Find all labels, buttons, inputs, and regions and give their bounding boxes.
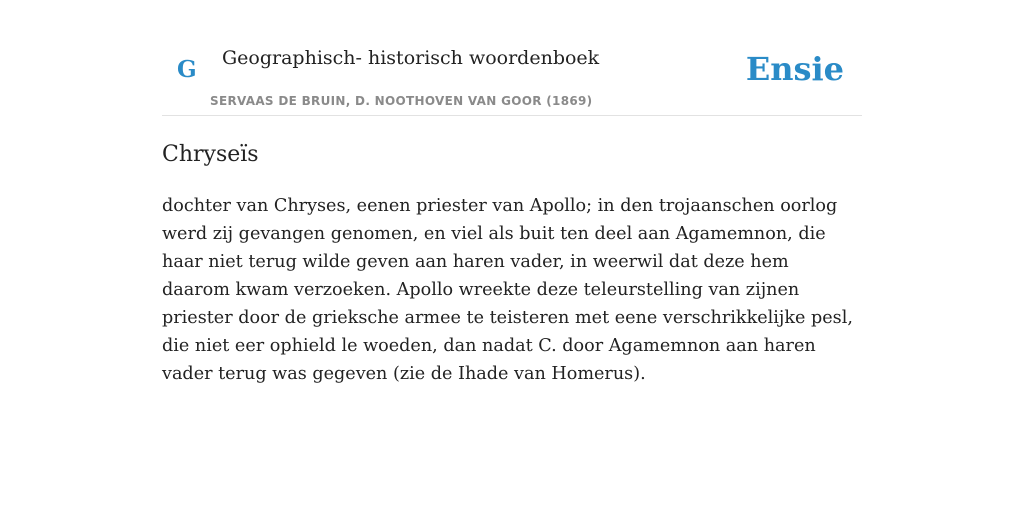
ensie-logo[interactable]: Ensie [745, 50, 844, 88]
book-logo-letter[interactable]: G [177, 56, 197, 83]
entry-text: dochter van Chryses, eenen priester van Apollo; in den trojaanschen oorlog werd zij gevangen genomen, en viel als buit ten deel aan Agamemnon, die haar niet terug wilde geven aan haren vader, in weerwil dat deze hem daarom kwam verzoeken. Apollo wreekte deze teleurstelling van zijnen priester door de grieksche armee te teisteren met eene verschrikkelijke pesl, die niet eer ophield le woeden, dan nadat C. door Agamemnon aan haren vader terug was gegeven (zie de Ihade van Homerus). [162, 196, 853, 384]
book-title[interactable]: Geographisch- historisch woordenboek [222, 47, 600, 69]
book-authors: SERVAAS DE BRUIN, D. NOOTHOVEN VAN GOOR (1869) [210, 94, 593, 108]
book-header [162, 0, 862, 116]
entry-title: Chryseïs [162, 142, 259, 167]
page [162, 0, 862, 512]
